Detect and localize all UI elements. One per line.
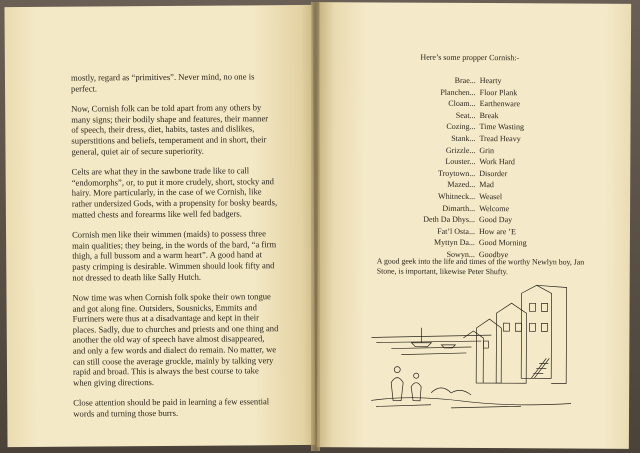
glossary-row xyxy=(411,144,561,156)
glossary-heading: Here’s some propper Cornish:- xyxy=(420,52,520,63)
glossary-word: Myttyn Da... xyxy=(433,238,475,248)
glossary-meaning: Goodbye xyxy=(478,249,509,260)
glossary-word: Sowyn... xyxy=(446,249,475,259)
glossary-meaning: Tread Heavy xyxy=(479,133,521,144)
glossary-word: Deth Da Dhys... xyxy=(423,214,476,225)
glossary-row xyxy=(411,179,561,191)
glossary-meaning: Break xyxy=(479,110,499,120)
glossary-row xyxy=(412,75,562,87)
glossary-meaning: Earthenware xyxy=(479,99,521,109)
glossary-word: Mazed... xyxy=(447,180,476,190)
paragraph: mostly, regard as “primitives”. Never mind, no one is perfect. xyxy=(70,71,255,94)
glossary-meaning: How are ’E xyxy=(478,226,516,236)
glossary-meaning: Good Day xyxy=(479,215,513,225)
glossary-meaning: Work Hard xyxy=(479,157,515,167)
glossary-row xyxy=(412,109,562,121)
glossary-meaning: Grin xyxy=(479,145,495,155)
glossary-row xyxy=(411,133,561,145)
glossary-word: Planchen... xyxy=(440,87,476,97)
glossary-list xyxy=(411,75,562,261)
glossary-row xyxy=(411,214,561,226)
glossary-row xyxy=(412,86,562,98)
glossary-row xyxy=(411,121,561,133)
glossary-word: Seat... xyxy=(455,110,476,120)
glossary-word: Dimarth... xyxy=(442,203,476,213)
glossary-meaning: Weasel xyxy=(479,191,503,202)
glossary-word: Grizzle... xyxy=(445,145,476,155)
paragraph: Now, Cornish folk can be told apart from any others by many signs; their bodily shape and features, their manner of speech, their dress, diet, habits, tastes and dislikes, superstitions and beliefs, temperament and in short, their general, quiet air of secure superiority. xyxy=(71,102,269,157)
glossary-meaning: Time Wasting xyxy=(479,122,525,132)
book-spine xyxy=(311,2,320,451)
right-page xyxy=(317,2,631,449)
glossary-row xyxy=(411,156,561,168)
glossary-row xyxy=(412,98,562,110)
glossary-row xyxy=(411,225,561,237)
paragraph: Cornish men like their wimmen (maids) to possess three main qualities; they being, in the words of the bard, “a firm thigh, a full bussom and a warm heart”. A good hand at pasty crimping is desirable. Wimmen should look fifty and not dressed to death like Sally Hutch. xyxy=(72,228,277,283)
glossary-row xyxy=(411,167,561,179)
glossary-word: Troytown... xyxy=(437,168,476,178)
glossary-meaning: Good Morning xyxy=(478,238,527,248)
glossary-word: Louster... xyxy=(445,157,476,167)
glossary-word: Whitneck... xyxy=(438,191,476,201)
paragraph: Celts are what they in the sawbone trade like to call “endomorphs”, or, to put it more crudely, short, stocky and hairy. More particularly, in the case of we Cornish, like rather undersized Gods, with a propensity for bosky beards, matted chests and forearms like well fed badgers. xyxy=(71,165,278,220)
glossary-meaning: Disorder xyxy=(479,168,508,178)
left-page-text xyxy=(71,71,279,429)
paragraph: Now time was when Cornish folk spoke their own tongue and got along fine. Outsiders, Sousnicks, Emmits and Furriners were thus at a disadvantage and kept in their places. Sadly, due to churches and priests and one thing and another the old way of speech have almost disappeared, and only a few words and dialect do remain. No matter, we can still coose the average grockle, mainly by talking very rapid and broad. This is always the best course to take when giving directions. xyxy=(72,291,279,388)
caption-text: A good geek into the life and times of the worthy Newlyn boy, Jan Stone, is important, likewise Peter Shufty. xyxy=(376,256,585,276)
glossary-meaning: Floor Plank xyxy=(479,87,518,97)
glossary-word: Stank... xyxy=(451,133,476,143)
glossary-word: Brae... xyxy=(454,75,476,86)
paragraph: Close attention should be paid in learning a few essential words and turning those burrs. xyxy=(73,396,270,419)
glossary-meaning: Mad xyxy=(479,180,494,190)
glossary-meaning: Hearty xyxy=(479,76,502,86)
glossary-row xyxy=(411,237,561,249)
glossary-row xyxy=(411,191,561,203)
harbour-village-sketch-icon xyxy=(371,282,572,413)
left-page xyxy=(4,5,315,447)
glossary-row xyxy=(411,202,561,214)
glossary-meaning: Welcome xyxy=(479,203,510,213)
glossary-word: Cloam... xyxy=(448,99,476,109)
glossary-word: Cozing... xyxy=(446,122,476,132)
glossary-word: Fat’l Osta... xyxy=(437,226,475,236)
